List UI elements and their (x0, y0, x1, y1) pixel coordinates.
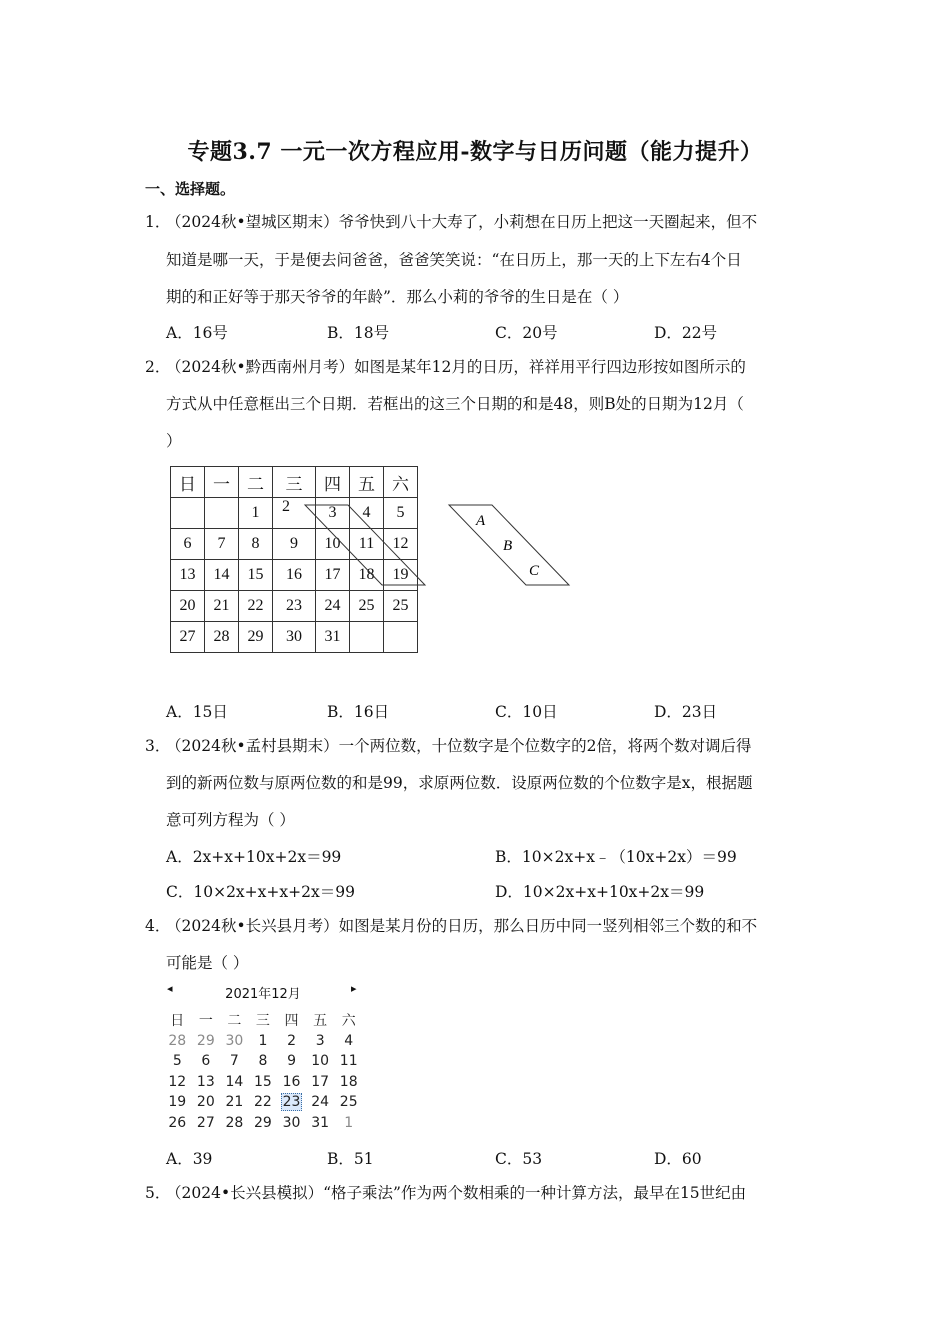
weekday-label: 日 (170, 1013, 185, 1030)
calendar-header-cell: 五 (350, 467, 384, 498)
calendar-cell: 23 (273, 591, 316, 622)
label-b: B (503, 538, 513, 554)
calendar-cell: 10 (316, 529, 350, 560)
calendar-cell: 11 (350, 529, 384, 560)
q4-number: 4． (145, 917, 171, 935)
calendar-cell: 27 (171, 622, 205, 653)
calendar-cell: 16 (273, 560, 316, 591)
calendar-cell: 9 (273, 529, 316, 560)
calendar-day[interactable]: 9 (287, 1053, 296, 1070)
calendar-day[interactable]: 30 (282, 1114, 301, 1131)
calendar-cell: 13 (171, 560, 205, 591)
weekday-label: 四 (284, 1013, 299, 1030)
calendar-cell: 2 (273, 498, 316, 529)
calendar-cell: 22 (239, 591, 273, 622)
calendar-header-cell: 二 (239, 467, 273, 498)
q4-option-a[interactable]: A．39 (166, 1150, 213, 1168)
q4-line-1: （2024秋•长兴县月考）如图是某月份的日历，那么日历中同一竖列相邻三个数的和不 (166, 917, 758, 935)
week-row (163, 1031, 363, 1052)
parallelogram-shape (305, 505, 425, 585)
q2-line-2: 方式从中任意框出三个日期．若框出的这三个日期的和是48，则B处的日期为12月（ (166, 395, 744, 413)
calendar-cell: 14 (205, 560, 239, 591)
q1-number: 1． (145, 213, 171, 231)
calendar-day[interactable]: 31 (311, 1114, 330, 1131)
calendar-cell: 21 (205, 591, 239, 622)
calendar-day[interactable]: 29 (196, 1032, 215, 1049)
q2-number: 2． (145, 358, 171, 376)
calendar-day[interactable]: 26 (168, 1114, 187, 1131)
calendar-cell: 8 (239, 529, 273, 560)
calendar-cell: 6 (171, 529, 205, 560)
calendar-day[interactable]: 27 (196, 1114, 215, 1131)
q1-option-c[interactable]: C．20号 (495, 324, 558, 342)
calendar-day[interactable]: 28 (168, 1032, 187, 1049)
calendar-cell: 5 (384, 498, 418, 529)
q2-option-c[interactable]: C．10日 (495, 703, 558, 721)
calendar-cell: 25 (384, 591, 418, 622)
calendar-header-cell: 三 (273, 467, 316, 498)
next-month-icon[interactable]: ▸ (351, 982, 357, 995)
calendar-cell: 28 (205, 622, 239, 653)
calendar-header-row (171, 467, 418, 498)
calendar-cell: 15 (239, 560, 273, 591)
weekday-label: 一 (198, 1013, 213, 1030)
q5-number: 5． (145, 1184, 171, 1202)
parallelogram-abc-figure (446, 500, 576, 590)
q3-number: 3． (145, 737, 171, 755)
q5-line-1: （2024•长兴县模拟）“格子乘法”作为两个数相乘的一种计算方法，最早在15世纪由 (166, 1184, 747, 1202)
prev-month-icon[interactable]: ◂ (167, 982, 173, 995)
q4-option-c[interactable]: C．53 (495, 1150, 543, 1168)
calendar-day[interactable]: 19 (168, 1094, 187, 1111)
q3-option-c[interactable]: C．10×2x+x+x+2x＝99 (166, 883, 355, 901)
calendar-cell: 25 (350, 591, 384, 622)
calendar-day[interactable]: 30 (225, 1032, 244, 1049)
selected-day-label: 23 (282, 1094, 301, 1111)
calendar-day[interactable]: 29 (254, 1114, 272, 1131)
calendar-cell: 30 (273, 622, 316, 653)
calendar-widget-grid (163, 1010, 363, 1133)
q1-option-b[interactable]: B．18号 (327, 324, 390, 342)
calendar-day[interactable]: 24 (311, 1094, 330, 1111)
q1-line-3: 期的和正好等于那天爷爷的年龄”．那么小莉的爷爷的生日是在（ ） (166, 288, 629, 306)
calendar-cell: 12 (384, 529, 418, 560)
weekday-label: 五 (313, 1013, 328, 1030)
q1-line-2: 知道是哪一天，于是便去问爸爸，爸爸笑笑说：“在日历上，那一天的上下左右4个日 (166, 251, 742, 269)
calendar-month-title: 2021年12月 (225, 987, 301, 1002)
calendar-widget-header (163, 980, 363, 1002)
page-title: 专题3.7 一元一次方程应用-数字与日历问题（能力提升） (187, 139, 763, 165)
calendar-day[interactable]: 4 (344, 1032, 354, 1049)
label-a: A (476, 513, 486, 529)
q4-option-d[interactable]: D．60 (654, 1150, 702, 1168)
calendar-day-selected[interactable] (277, 1092, 306, 1113)
week-row (163, 1051, 363, 1072)
q2-option-b[interactable]: B．16日 (327, 703, 390, 721)
label-c: C (529, 563, 540, 579)
calendar-cell: 3 (316, 498, 350, 529)
calendar-header-cell: 四 (316, 467, 350, 498)
q1-option-d[interactable]: D．22号 (654, 324, 718, 342)
calendar-header-cell: 日 (171, 467, 205, 498)
calendar-cell (350, 622, 384, 653)
q2-option-d[interactable]: D．23日 (654, 703, 718, 721)
calendar-cell: 18 (350, 560, 384, 591)
calendar-cell: 4 (350, 498, 384, 529)
calendar-header-cell: 六 (384, 467, 418, 498)
calendar-cell: 31 (316, 622, 350, 653)
q3-line-2: 到的新两位数与原两位数的和是99，求原两位数．设原两位数的个位数字是x，根据题 (166, 774, 753, 792)
calendar-day[interactable]: 7 (229, 1053, 239, 1070)
q3-line-3: 意可列方程为（ ） (166, 811, 295, 829)
calendar-header-cell: 一 (205, 467, 239, 498)
weekday-label: 六 (341, 1013, 356, 1030)
calendar-day[interactable]: 3 (315, 1032, 325, 1049)
calendar-day[interactable]: 13 (196, 1073, 215, 1090)
q3-option-b[interactable]: B．10×2x+x﹣（10x+2x）＝99 (495, 848, 737, 866)
week-row (163, 1092, 363, 1113)
calendar-day[interactable]: 21 (225, 1094, 244, 1111)
calendar-day[interactable]: 2 (287, 1032, 296, 1049)
calendar-cell: 29 (239, 622, 273, 653)
calendar-cell (205, 498, 239, 529)
weekday-label: 二 (227, 1013, 242, 1030)
calendar-day[interactable]: 28 (225, 1114, 244, 1131)
calendar-day[interactable]: 15 (254, 1073, 272, 1090)
calendar-day[interactable]: 25 (339, 1094, 358, 1111)
q1-line-1: （2024秋•望城区期末）爷爷快到八十大寿了，小莉想在日历上把这一天圈起来，但不 (166, 213, 758, 231)
calendar-cell: 17 (316, 560, 350, 591)
calendar-cell: 7 (205, 529, 239, 560)
calendar-day[interactable]: 1 (344, 1114, 354, 1131)
calendar-cell: 24 (316, 591, 350, 622)
calendar-day[interactable]: 5 (172, 1053, 182, 1070)
calendar-day[interactable]: 14 (225, 1073, 244, 1090)
week-row (163, 1113, 363, 1134)
calendar-day[interactable]: 1 (258, 1032, 268, 1049)
calendar-row (171, 591, 418, 622)
q4-option-b[interactable]: B．51 (327, 1150, 374, 1168)
calendar-day[interactable]: 12 (168, 1073, 187, 1090)
q3-line-1: （2024秋•孟村县期末）一个两位数，十位数字是个位数字的2倍，将两个数对调后得 (166, 737, 752, 755)
calendar-row (171, 622, 418, 653)
q2-line-1: （2024秋•黔西南州月考）如图是某年12月的日历，祥祥用平行四边形按如图所示的 (166, 358, 746, 376)
calendar-day[interactable]: 17 (311, 1073, 330, 1090)
calendar-cell (171, 498, 205, 529)
weekday-header-row (163, 1010, 363, 1031)
q4-line-2: 可能是（ ） (166, 954, 249, 972)
calendar-day[interactable]: 16 (282, 1073, 301, 1090)
calendar-day[interactable]: 6 (201, 1053, 211, 1070)
calendar-day[interactable]: 18 (339, 1073, 358, 1090)
section-heading: 一、选择题。 (145, 180, 236, 198)
q2-line-3: ） (166, 432, 182, 450)
calendar-day[interactable]: 8 (258, 1053, 268, 1070)
parallelogram-overlay (300, 500, 430, 590)
calendar-cell (384, 622, 418, 653)
q2-option-a[interactable]: A．15日 (166, 703, 228, 721)
week-row (163, 1072, 363, 1093)
calendar-cell: 19 (384, 560, 418, 591)
calendar-day[interactable]: 20 (196, 1094, 215, 1111)
calendar-cell: 20 (171, 591, 205, 622)
calendar-day[interactable]: 11 (339, 1053, 358, 1070)
weekday-label: 三 (255, 1013, 270, 1030)
calendar-day[interactable]: 22 (254, 1094, 272, 1111)
q3-option-d[interactable]: D．10×2x+x+10x+2x＝99 (495, 883, 705, 901)
calendar-cell: 1 (239, 498, 273, 529)
q3-option-a[interactable]: A．2x+x+10x+2x＝99 (166, 848, 342, 866)
calendar-day[interactable]: 10 (311, 1053, 330, 1070)
q1-option-a[interactable]: A．16号 (166, 324, 228, 342)
